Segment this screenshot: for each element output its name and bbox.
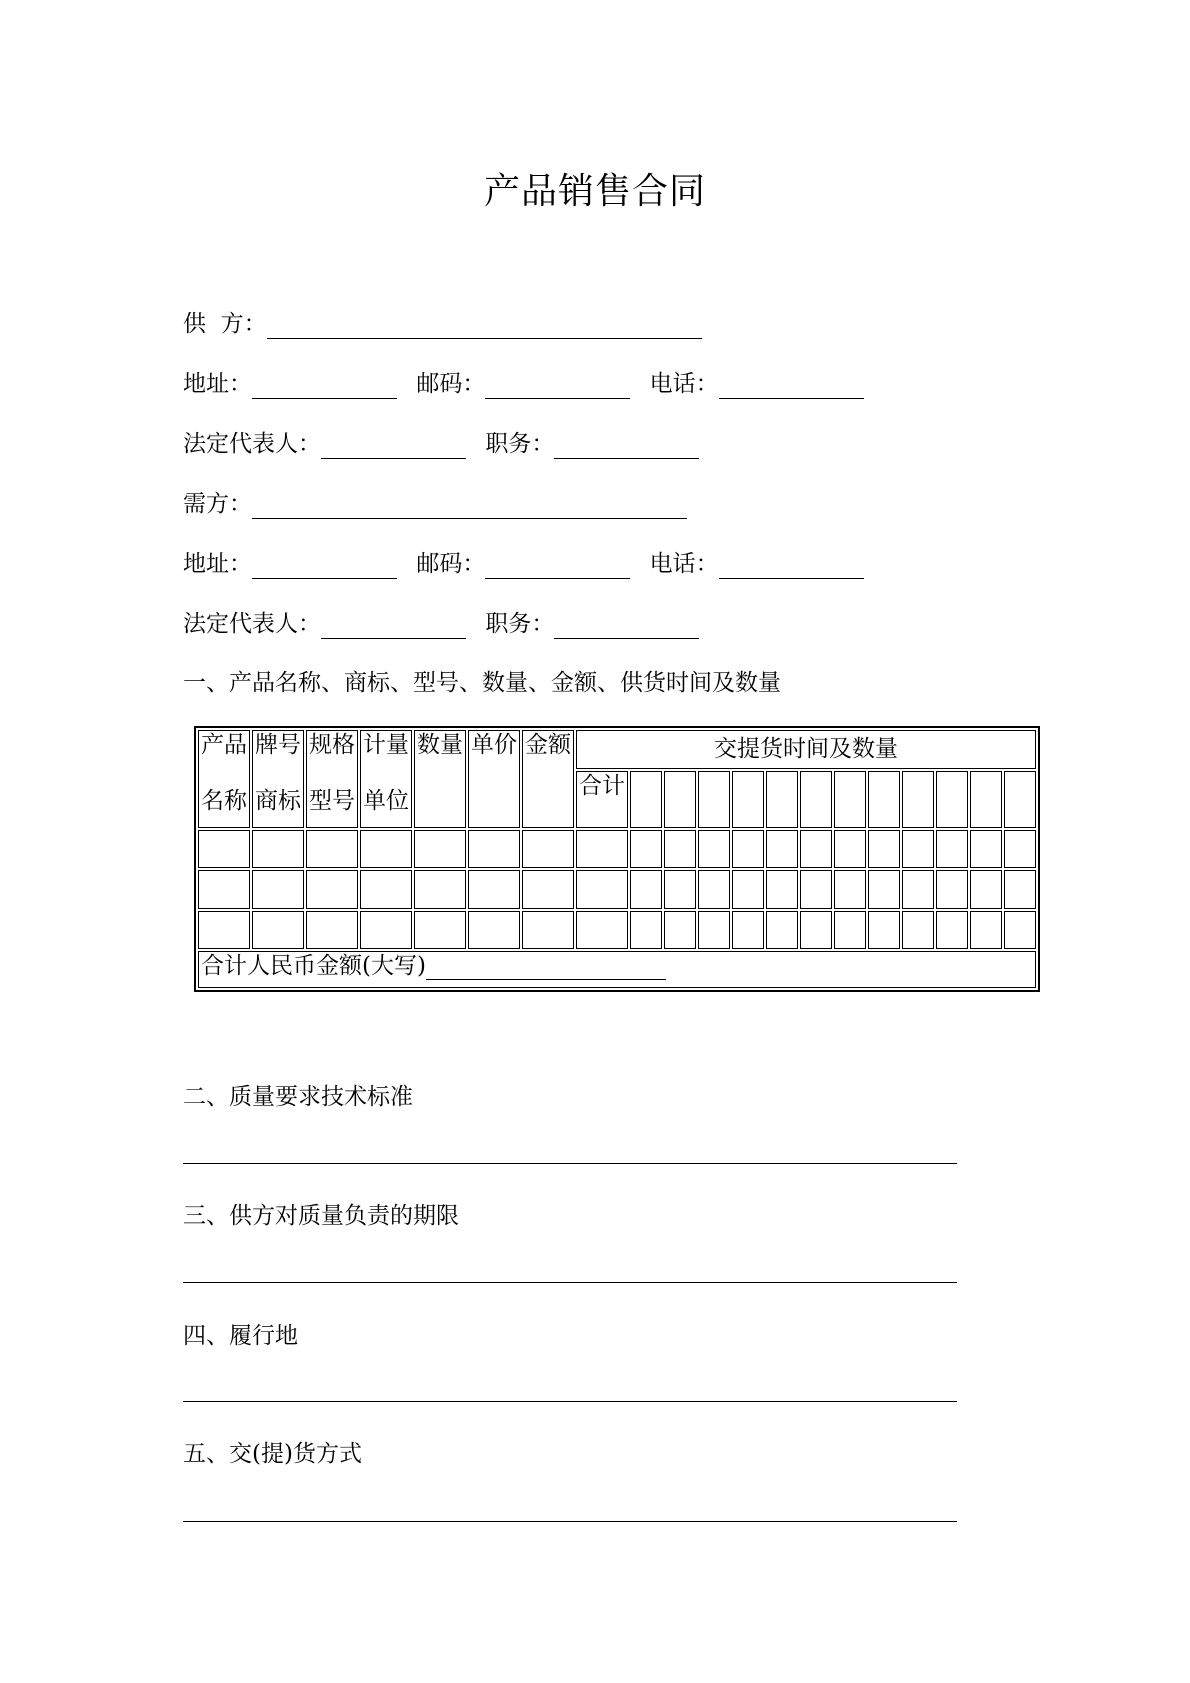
delivery-cell[interactable] <box>766 771 798 828</box>
section-3-answer-line[interactable] <box>183 1282 957 1283</box>
table-cell[interactable] <box>252 870 304 909</box>
buyer-contact-line <box>183 549 876 579</box>
table-cell[interactable] <box>360 911 412 950</box>
supplier-position-label: 职务： <box>485 431 555 457</box>
supplier-postcode-label: 邮码： <box>416 371 486 397</box>
table-cell[interactable] <box>732 830 764 869</box>
product-table <box>194 726 1040 992</box>
supplier-address-field[interactable] <box>252 374 397 399</box>
table-cell[interactable] <box>522 911 574 950</box>
table-cell[interactable] <box>414 830 466 869</box>
supplier-rep-line <box>183 429 711 459</box>
table-cell[interactable] <box>576 911 628 950</box>
delivery-cell[interactable] <box>630 771 662 828</box>
table-row <box>198 911 1036 950</box>
buyer-field[interactable] <box>252 494 687 519</box>
delivery-cell[interactable] <box>902 771 934 828</box>
header-subtotal: 合计 <box>576 771 628 828</box>
buyer-position-field[interactable] <box>554 614 699 639</box>
table-cell[interactable] <box>834 870 866 909</box>
table-cell[interactable] <box>198 870 250 909</box>
delivery-cell[interactable] <box>800 771 832 828</box>
header-spec: 规格 型号 <box>306 730 358 828</box>
table-cell[interactable] <box>936 870 968 909</box>
table-cell[interactable] <box>360 830 412 869</box>
supplier-position-field[interactable] <box>554 434 699 459</box>
table-cell[interactable] <box>936 830 968 869</box>
table-cell[interactable] <box>576 830 628 869</box>
table-cell[interactable] <box>522 830 574 869</box>
supplier-rep-field[interactable] <box>321 434 466 459</box>
table-cell[interactable] <box>766 870 798 909</box>
table-cell[interactable] <box>698 911 730 950</box>
table-cell[interactable] <box>868 870 900 909</box>
table-cell[interactable] <box>902 911 934 950</box>
table-cell[interactable] <box>800 830 832 869</box>
table-cell[interactable] <box>970 870 1002 909</box>
table-cell[interactable] <box>902 870 934 909</box>
supplier-line <box>183 309 714 339</box>
delivery-cell[interactable] <box>698 771 730 828</box>
total-amount-field[interactable] <box>426 957 666 980</box>
table-cell[interactable] <box>868 830 900 869</box>
table-cell[interactable] <box>732 911 764 950</box>
table-cell[interactable] <box>698 830 730 869</box>
delivery-cell[interactable] <box>936 771 968 828</box>
buyer-line <box>183 489 699 519</box>
buyer-postcode-label: 邮码： <box>416 551 486 577</box>
total-amount-cell <box>198 951 1036 988</box>
supplier-phone-field[interactable] <box>719 374 864 399</box>
buyer-phone-label: 电话： <box>649 551 719 577</box>
supplier-postcode-field[interactable] <box>485 374 630 399</box>
table-cell[interactable] <box>360 870 412 909</box>
table-cell[interactable] <box>630 870 662 909</box>
supplier-label: 供 方： <box>183 311 267 337</box>
delivery-cell[interactable] <box>868 771 900 828</box>
buyer-address-field[interactable] <box>252 554 397 579</box>
table-cell[interactable] <box>902 830 934 869</box>
table-cell[interactable] <box>198 830 250 869</box>
table-cell[interactable] <box>630 911 662 950</box>
delivery-cell[interactable] <box>970 771 1002 828</box>
table-cell[interactable] <box>664 830 696 869</box>
table-cell[interactable] <box>522 870 574 909</box>
supplier-field[interactable] <box>267 314 702 339</box>
header-brand: 牌号 商标 <box>252 730 304 828</box>
supplier-address-label: 地址： <box>183 371 252 397</box>
header-quantity: 数量 <box>414 730 466 828</box>
delivery-cell[interactable] <box>1004 771 1036 828</box>
supplier-rep-label: 法定代表人： <box>183 431 321 457</box>
table-cell[interactable] <box>468 911 520 950</box>
table-cell[interactable] <box>766 830 798 869</box>
delivery-cell[interactable] <box>664 771 696 828</box>
table-cell[interactable] <box>800 870 832 909</box>
header-product-name: 产品 名称 <box>198 730 250 828</box>
total-row <box>198 951 1036 988</box>
delivery-cell[interactable] <box>834 771 866 828</box>
section-5-heading: 五、交(提)货方式 <box>183 1441 362 1467</box>
section-4-heading: 四、履行地 <box>183 1323 298 1349</box>
buyer-rep-label: 法定代表人： <box>183 611 321 637</box>
table-row <box>198 830 1036 869</box>
table-cell[interactable] <box>468 870 520 909</box>
table-row <box>198 870 1036 909</box>
table-cell[interactable] <box>630 830 662 869</box>
buyer-rep-line <box>183 609 711 639</box>
table-cell[interactable] <box>1004 830 1036 869</box>
section-3-heading: 三、供方对质量负责的期限 <box>183 1203 459 1229</box>
table-cell[interactable] <box>414 911 466 950</box>
section-4-answer-line[interactable] <box>183 1401 957 1402</box>
table-cell[interactable] <box>732 870 764 909</box>
delivery-cell[interactable] <box>732 771 764 828</box>
table-cell[interactable] <box>664 911 696 950</box>
supplier-contact-line <box>183 369 876 399</box>
table-cell[interactable] <box>306 911 358 950</box>
table-cell[interactable] <box>970 830 1002 869</box>
table-cell[interactable] <box>1004 870 1036 909</box>
table-cell[interactable] <box>252 830 304 869</box>
table-cell[interactable] <box>468 830 520 869</box>
header-unit-price: 单价 <box>468 730 520 828</box>
table-cell[interactable] <box>306 870 358 909</box>
table-cell[interactable] <box>698 870 730 909</box>
section-5-answer-line[interactable] <box>183 1521 957 1522</box>
table-cell[interactable] <box>414 870 466 909</box>
table-cell[interactable] <box>800 911 832 950</box>
table-cell[interactable] <box>252 911 304 950</box>
section-2-answer-line[interactable] <box>183 1163 957 1164</box>
header-unit: 计量 单位 <box>360 730 412 828</box>
header-amount: 金额 <box>522 730 574 828</box>
supplier-phone-label: 电话： <box>649 371 719 397</box>
table-cell[interactable] <box>834 830 866 869</box>
table-cell[interactable] <box>868 911 900 950</box>
section-2-heading: 二、质量要求技术标准 <box>183 1084 413 1110</box>
table-cell[interactable] <box>576 870 628 909</box>
total-amount-label: 合计人民币金额(大写) <box>201 953 426 980</box>
section-1-heading: 一、产品名称、商标、型号、数量、金额、供货时间及数量 <box>183 670 781 696</box>
buyer-rep-field[interactable] <box>321 614 466 639</box>
table-cell[interactable] <box>936 911 968 950</box>
table-cell[interactable] <box>766 911 798 950</box>
table-cell[interactable] <box>1004 911 1036 950</box>
table-cell[interactable] <box>664 870 696 909</box>
table-cell[interactable] <box>834 911 866 950</box>
buyer-position-label: 职务： <box>485 611 555 637</box>
document-title: 产品销售合同 <box>483 171 706 212</box>
buyer-address-label: 地址： <box>183 551 252 577</box>
table-cell[interactable] <box>198 911 250 950</box>
buyer-postcode-field[interactable] <box>485 554 630 579</box>
table-cell[interactable] <box>970 911 1002 950</box>
buyer-label: 需方： <box>183 491 252 517</box>
table-cell[interactable] <box>306 830 358 869</box>
buyer-phone-field[interactable] <box>719 554 864 579</box>
header-delivery: 交提货时间及数量 <box>576 730 1036 769</box>
